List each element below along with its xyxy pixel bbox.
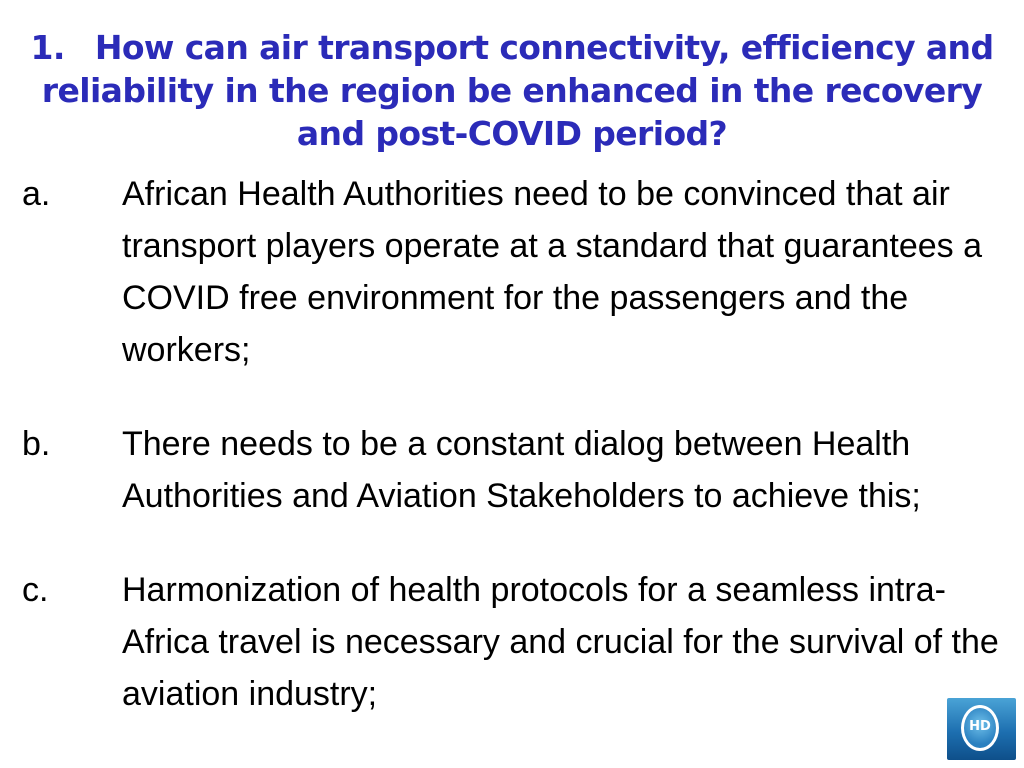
list-item-text: African Health Authorities need to be convinced that air transport players operate at a standard that guarantees a COVID free environment for the passengers and the workers; bbox=[122, 175, 982, 369]
bullet-list bbox=[22, 168, 1002, 720]
list-item-text: There needs to be a constant dialog between Health Authorities and Aviation Stakeholders to achieve this; bbox=[122, 425, 921, 515]
list-marker: a. bbox=[22, 175, 51, 213]
list-item-text: Harmonization of health protocols for a seamless intra-Africa travel is necessary and crucial for the survival of the aviation industry; bbox=[122, 571, 999, 713]
list-item-a bbox=[22, 168, 1002, 376]
title-text: How can air transport connectivity, efficiency and reliability in the region be enhanced in the recovery and post-COVID period? bbox=[41, 28, 994, 153]
list-item-c bbox=[22, 564, 1002, 720]
list-item-b bbox=[22, 418, 1002, 522]
slide-title bbox=[20, 26, 1004, 155]
list-marker: b. bbox=[22, 425, 51, 463]
logo-text: HD bbox=[969, 719, 991, 734]
title-number: 1. bbox=[30, 28, 65, 67]
hd-logo bbox=[947, 698, 1016, 760]
list-marker: c. bbox=[22, 571, 49, 609]
